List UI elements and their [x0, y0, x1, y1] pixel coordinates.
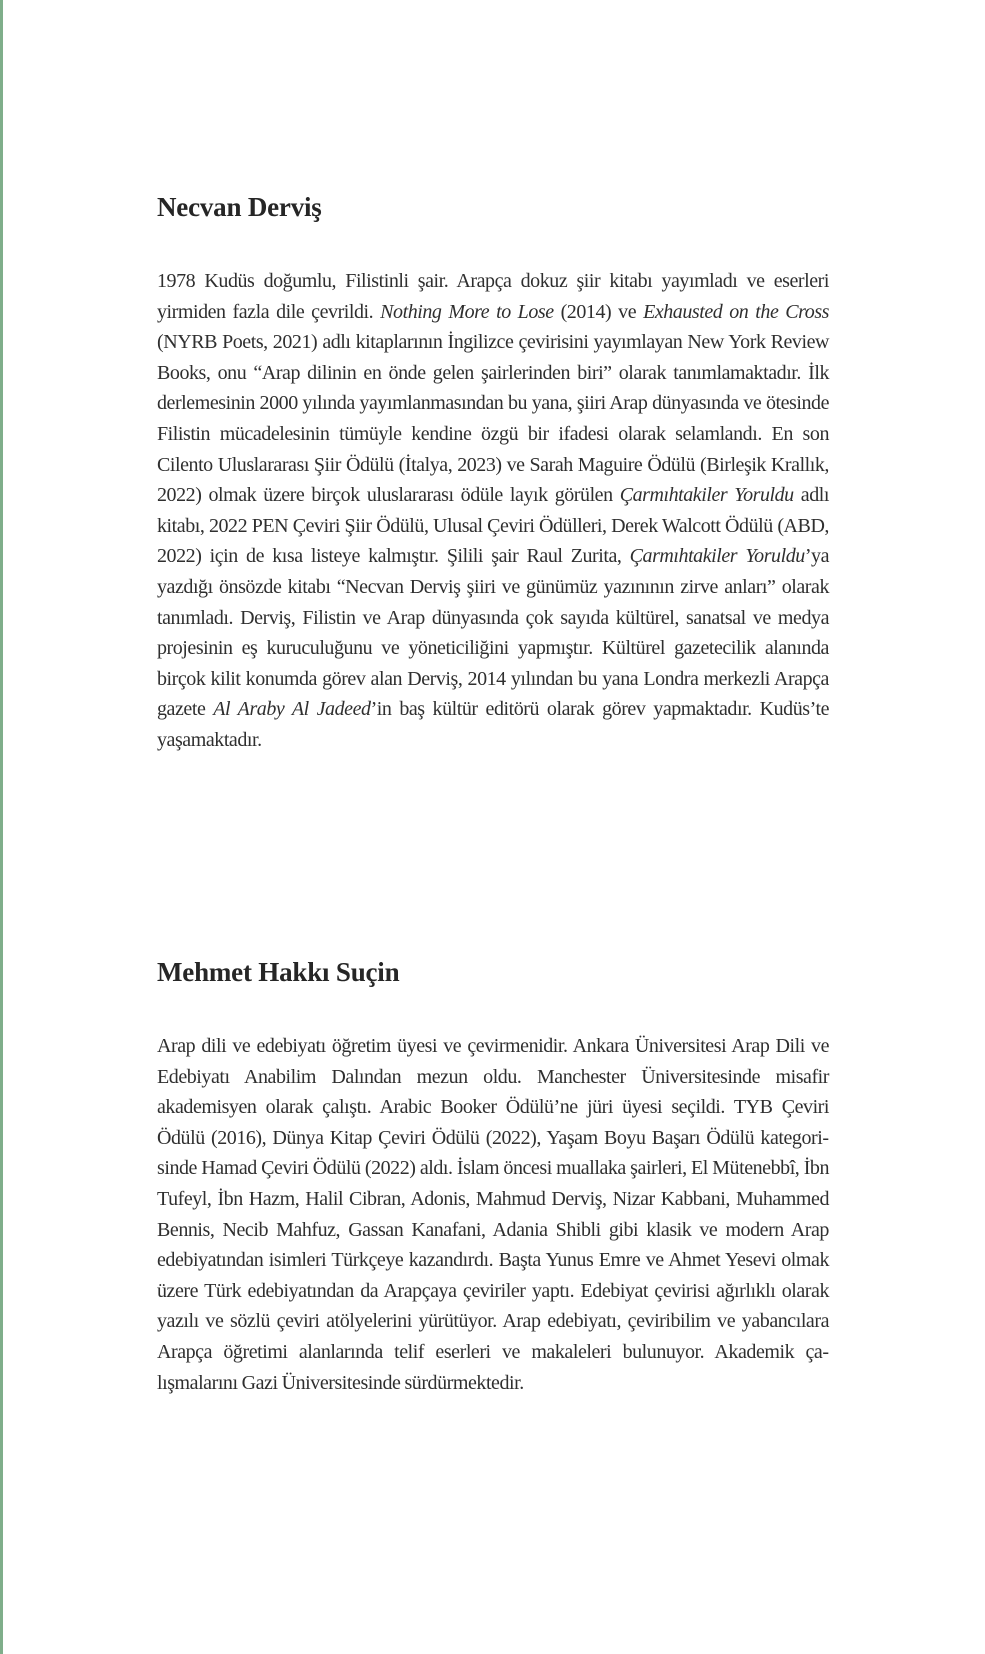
bio-text [157, 1031, 829, 1398]
bio-necvan-dervis [157, 190, 829, 756]
italic-title: Nothing More to Lose [380, 300, 554, 323]
bio-name: Necvan Derviş [157, 192, 322, 222]
italic-title: Çarmıhtakiler Yoruldu [629, 545, 805, 568]
text-run: (NYRB Poets, 2021) adlı kitaplarının İngilizce çevirisini yayımlayan New York Review Books, onu “Arap dilinin en önde gelen şairlerinden biri” olarak tanımlamaktadır. İlk derlemesinin 2000 yılında yayımlanmasından bu yana, şiiri Arap dünyasında ve ötesinde Filistin mücadelesinin tümüyle kendine özgü bir ifadesi olarak selamlandı. En son Cilento Uluslararası Şiir Ödülü (İtalya, 2023) ve Sarah Maguire Ödülü (Birleşik Krallık, 2022) olmak üzere birçok uluslararası ödüle layık görülen [157, 331, 829, 507]
page-edge [0, 0, 3, 1654]
italic-title: Exhausted on the Cross [643, 300, 829, 323]
bio-text [157, 266, 829, 756]
bio-name: Mehmet Hakkı Suçin [157, 957, 400, 987]
text-run: ’in baş kültür editörü olarak görev yapmaktadır. Kudüs’te yaşamaktadır. [157, 698, 829, 751]
text-run: 1978 Kudüs doğumlu, Filistinli şair. Arapça dokuz şiir kitabı yayımladı ve eserleri yirmiden fazla dile çevrildi. [157, 270, 829, 323]
text-run: (2014) ve [553, 300, 644, 323]
text-run: Arap dili ve edebiyatı öğretim üyesi ve çevirmenidir. Ankara Üniversitesi Arap Dili ve Edebiyatı Anabilim Dalından mezun oldu. Manchester Üniversitesinde misafir akademisyen olarak çalıştı. Arabic Booker Ödülü’ne jüri üyesi seçildi. TYB Çeviri Ödülü (2016), Dünya Kitap Çeviri Ödülü (2022), Yaşam Boyu Başarı Ödülü kategorisinde Hamad Çeviri Ödülü (2022) aldı. İslam öncesi muallaka şairleri, El Mütenebbî, İbn Tufeyl, İbn Hazm, Halil Cibran, Adonis, Mahmud Derviş, Nizar Kabbani, Muhammed Bennis, Necib Mahfuz, Gassan Kanafani, Adania Shibli gibi klasik ve modern Arap edebiyatından isimleri Türkçeye kazandırdı. Başta Yunus Emre ve Ahmet Yesevi olmak üzere Türk edebiyatından da Arapçaya çeviriler yaptı. Edebiyat çevirisi ağırlıklı olarak yazılı ve sözlü çeviri atölyelerini yürütüyor. Arap edebiyatı, çeviribilim ve yabancılara Arapça öğretimi alanlarında telif eserleri ve makaleleri bulunuyor. Akademik çalışmalarını Gazi Üniversitesinde sürdürmektedir. [157, 1035, 829, 1394]
text-run: ’ya yazdığı önsözde kitabı “Necvan Derviş şiiri ve günümüz yazınının zirve anları” olarak tanımladı. Derviş, Filistin ve Arap dünyasında çok sayıda kültürel, sanatsal ve medya projesinin eş kuruculuğunu ve yöneticiliğini yapmıştır. Kültürel gazetecilik alanında birçok kilit konumda görev alan Derviş, 2014 yılından bu yana Londra merkezli Arapça gazete [157, 545, 829, 721]
bio-mehmet-hakki-sucin [157, 955, 829, 1398]
text-run: adlı kitabı, 2022 PEN Çeviri Şiir Ödülü, Ulusal Çeviri Ödülleri, Derek Walcott Ödülü (ABD, 2022) için de kısa listeye kalmıştır. Şilili şair Raul Zurita, [157, 484, 829, 568]
italic-title: Al Araby Al Jadeed [213, 698, 371, 721]
italic-title: Çarmıhtakiler Yoruldu [619, 484, 794, 507]
